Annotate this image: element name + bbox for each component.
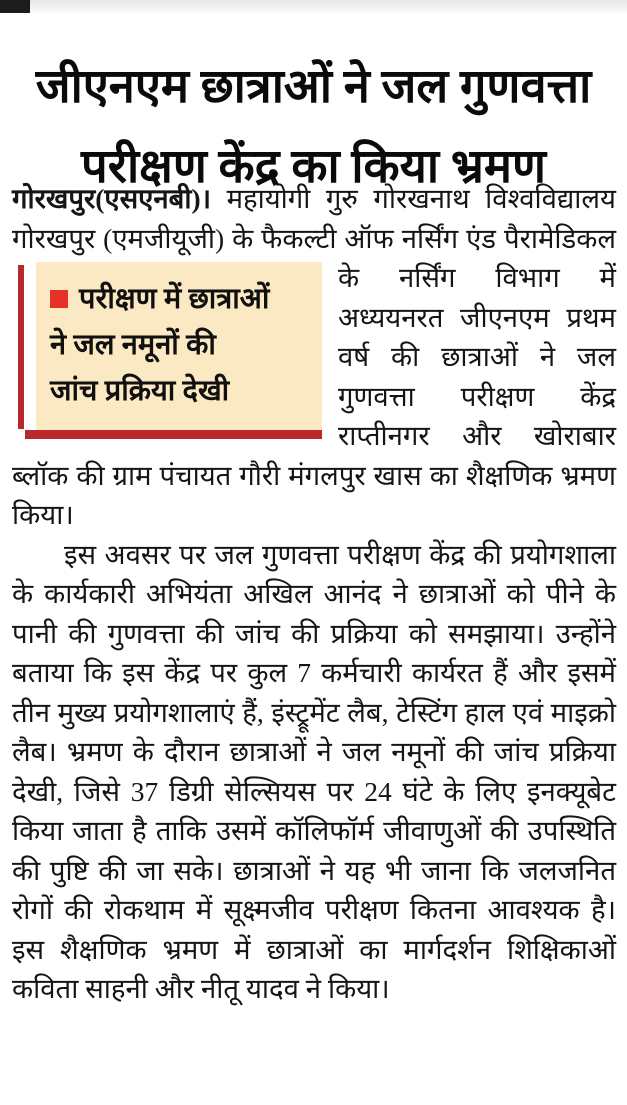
scan-corner-mark (0, 0, 30, 13)
highlight-box-content (36, 262, 322, 430)
highlight-box-left-bar (18, 265, 24, 429)
headline-line-2: परीक्षण केंद्र का किया भ्रमण (81, 141, 546, 194)
highlight-box (12, 262, 322, 439)
headline-line-1: जीएनएम छात्राओं ने जल गुणवत्ता (35, 61, 592, 114)
article-paragraph-2: इस अवसर पर जल गुणवत्ता परीक्षण केंद्र की प्रयोगशाला के कार्यकारी अभियंता अखिल आनंद ने छात्राओं को पीने के पानी की गुणवत्ता की जांच की प्रक्रिया को समझाया। उन्होंने बताया कि इस केंद्र पर कुल 7 कर्मचारी कार्यरत हैं और इसमें तीन मुख्य प्रयोगशालाएं हैं, इंस्ट्रूमेंट लैब, टेस्टिंग हाल एवं माइक्रो लैब। भ्रमण के दौरान छात्राओं ने जल नमूनों की जांच प्रक्रिया देखी, जिसे 37 डिग्री सेल्सियस पर 24 घंटे के लिए इनक्यूबेट किया जाता है ताकि उसमें कॉलिफॉर्म जीवाणुओं की उपस्थिति की पुष्टि की जा सके। छात्राओं ने यह भी जाना कि जलजनित रोगों की रोकथाम में सूक्ष्मजीव परीक्षण कितना आवश्यक है। इस शैक्षणिक भ्रमण में छात्राओं का मार्गदर्शन शिक्षिकाओं कविता साहनी और नीतू यादव ने किया। (12, 538, 616, 1004)
article-body (12, 179, 616, 1009)
highlight-box-line-3: जांच प्रक्रिया देखी (50, 375, 230, 407)
article-paragraph-1 (12, 179, 616, 535)
highlight-box-bottom-bar (25, 430, 322, 439)
dateline: गोरखपुर(एसएनबी)। (12, 183, 212, 214)
paragraph-1-text-before-box: महायोगी गुरु गोरखनाथ विश्वविद्यालय गोरखपुर (एमजीयूजी) के फैकल्टी ऑफ (12, 183, 616, 254)
scan-top-edge (0, 0, 627, 13)
red-square-bullet-icon (50, 290, 68, 308)
highlight-box-line-1: परीक्षण में छात्राओं (50, 276, 312, 322)
paragraph-1-text-after-box: नर्सिंग एंड पैरामेडिकल के नर्सिंग विभाग में अध्ययनरत जीएनएम प्रथम वर्ष की छात्राओं ने जल गुणवत्ता परीक्षण केंद्र राप्तीनगर और खोराबार ब्लॉक की ग्राम पंचायत गौरी मंगलपुर खास का शैक्षणिक भ्रमण किया। (12, 222, 616, 530)
highlight-box-line-2: ने जल नमूनों की (50, 329, 216, 361)
